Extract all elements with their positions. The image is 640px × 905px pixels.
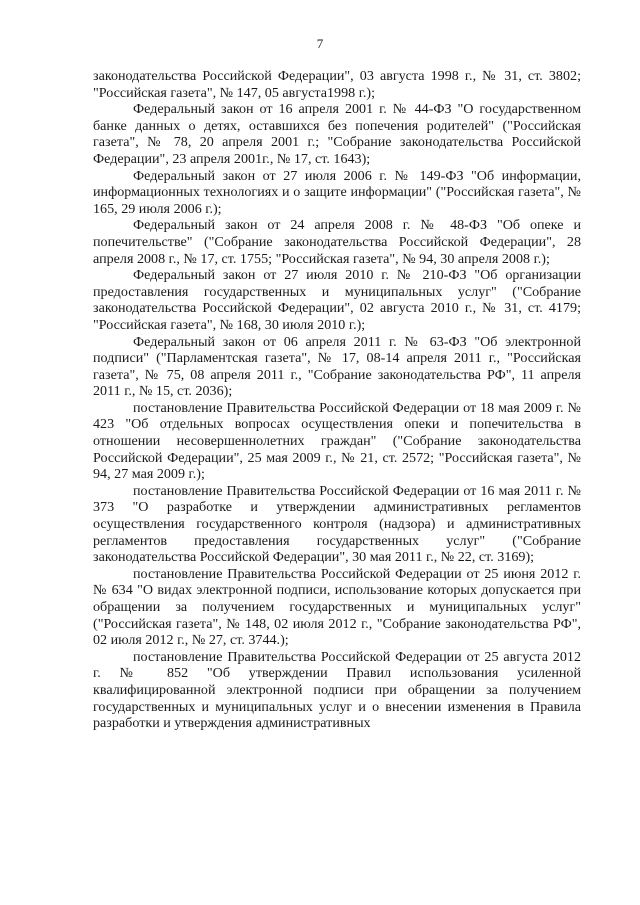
- paragraph-law-210-fz: Федеральный закон от 27 июля 2010 г. № 210-ФЗ "Об организации предоставления государственных и муниципальных услуг" ("Собрание законодательства Российской Федерации", 02 августа 2010 г., № 31, ст. 4179; "Российская газета", № 168, 30 июля 2010 г.);: [93, 267, 581, 333]
- page-number: 7: [316, 36, 324, 51]
- paragraph-law-48-fz: Федеральный закон от 24 апреля 2008 г. № 48-ФЗ "Об опеке и попечительстве" ("Собрание законодательства Российской Федерации", 28 апреля 2008 г., № 17, ст. 1755; "Российская газета", № 94, 30 апреля 2008 г.);: [93, 217, 581, 267]
- paragraph-continuation: законодательства Российской Федерации", 03 августа 1998 г., № 31, ст. 3802; "Российская газета", № 147, 05 августа1998 г.);: [93, 68, 581, 101]
- paragraph-resolution-852: постановление Правительства Российской Федерации от 25 августа 2012 г. № 852 "Об утверждении Правил использования усиленной квалифицированной электронной подписи при обращении за получением государственных и муниципальных услуг и о внесении изменения в Правила разработки и утверждения административных: [93, 648, 581, 732]
- paragraph-law-63-fz: Федеральный закон от 06 апреля 2011 г. № 63-ФЗ "Об электронной подписи" ("Парламентская газета", № 17, 08-14 апреля 2011 г., "Российская газета", № 75, 08 апреля 2011 г., "Собрание законодательства РФ", 11 апреля 2011 г., № 15, ст. 2036);: [93, 333, 581, 400]
- paragraph-resolution-634: постановление Правительства Российской Федерации от 25 июня 2012 г. № 634 "О видах электронной подписи, использование которых допускается при обращении за получением государственных и муниципальных услуг" ("Российская газета", № 148, 02 июля 2012 г., "Собрание законодательства РФ", 02 июля 2012 г., № 27, ст. 3744.);: [93, 565, 581, 649]
- document-body: [93, 68, 581, 732]
- paragraph-resolution-423: постановление Правительства Российской Федерации от 18 мая 2009 г. № 423 "Об отдельных вопросах осуществления опеки и попечительства в отношении несовершеннолетних граждан" ("Собрание законодательства Российской Федерации", 25 мая 2009 г., № 21, ст. 2572; "Российская газета", № 94, 27 мая 2009 г.);: [93, 399, 581, 483]
- paragraph-law-149-fz: Федеральный закон от 27 июля 2006 г. № 149-ФЗ "Об информации, информационных технологиях и о защите информации" ("Российская газета", № 165, 29 июля 2006 г.);: [93, 167, 581, 217]
- paragraph-law-44-fz: Федеральный закон от 16 апреля 2001 г. № 44-ФЗ "О государственном банке данных о детях, оставшихся без попечения родителей" ("Российская газета", № 78, 20 апреля 2001 г.; "Собрание законодательства Российской Федерации", 23 апреля 2001г., № 17, ст. 1643);: [93, 101, 581, 167]
- paragraph-resolution-373: постановление Правительства Российской Федерации от 16 мая 2011 г. № 373 "О разработке и утверждении административных регламентов осуществления государственного контроля (надзора) и административных регламентов предоставления государственных услуг" ("Собрание законодательства Российской Федерации", 30 мая 2011 г., № 22, ст. 3169);: [93, 482, 581, 566]
